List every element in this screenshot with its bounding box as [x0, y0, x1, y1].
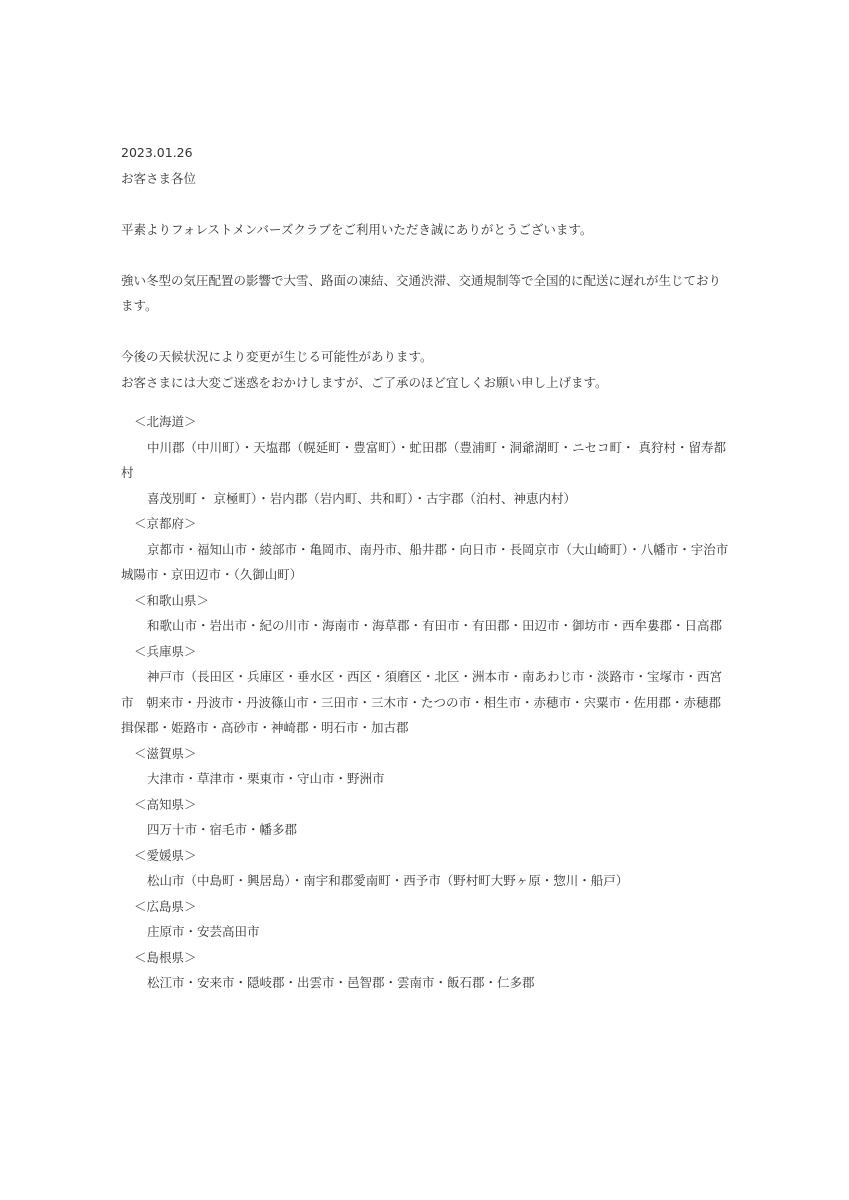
region-heading-hiroshima: ＜広島県＞	[134, 898, 197, 914]
delay-notice-text: 強い冬型の気圧配置の影響で大雪、路面の凍結、交通渋滞、交通規制等で全国的に配送に遅れが生じております。	[121, 272, 722, 313]
change-notice-text: 今後の天候状況により変更が生じる可能性があります。	[121, 349, 433, 364]
notice-date: 2023.01.26	[121, 145, 193, 160]
affected-areas-list	[121, 409, 741, 996]
region-heading-hyogo: ＜兵庫県＞	[134, 643, 197, 659]
region-heading-hokkaido: ＜北海道＞	[134, 414, 197, 429]
region-areas-hokkaido-cont: 喜茂別町・ 京極町）・岩内郡（岩内町、共和町）・古宇郡（泊村、神恵内村）	[147, 490, 576, 506]
salutation: お客さま各位	[121, 170, 197, 186]
region-areas-hiroshima: 庄原市・安芸高田市	[147, 924, 260, 939]
region-areas-shimane: 松江市・安来市・隠岐郡・出雲市・邑智郡・雲南市・飯石郡・仁多郡	[147, 975, 535, 990]
region-heading-kochi: ＜高知県＞	[134, 796, 197, 812]
region-areas-hokkaido: 中川郡（中川町）・天塩郡（幌延町・豊富町）・虻田郡（豊浦町・洞爺湖町・ニセコ町・ 真狩村・留寿都村	[121, 439, 726, 480]
region-heading-kyoto: ＜京都府＞	[134, 516, 197, 531]
apology-text: お客さまには大変ご迷惑をおかけしますが、ご了承のほど宜しくお願い申し上げます。	[121, 374, 608, 390]
greeting-text: 平素よりフォレストメンバーズクラブをご利用いただき誠にありがとうございます。	[121, 221, 593, 237]
region-heading-ehime: ＜愛媛県＞	[134, 847, 197, 863]
region-heading-wakayama: ＜和歌山県＞	[134, 592, 210, 608]
spacer	[121, 319, 731, 345]
region-areas-shiga: 大津市・草津市・栗東市・守山市・野洲市	[147, 771, 385, 786]
region-areas-ehime: 松山市（中島町・興居島）・南宇和郡愛南町・西予市（野村町大野ヶ原・惣川・船戸）	[147, 873, 629, 888]
region-areas-wakayama: 和歌山市・岩出市・紀の川市・海南市・海草郡・有田市・有田郡・田辺市・御坊市・西牟婁郡・日高郡	[147, 618, 723, 633]
spacer	[121, 395, 731, 409]
region-areas-kochi: 四万十市・宿毛市・幡多郡	[147, 822, 298, 837]
region-areas-kyoto: 京都市・福知山市・綾部市・亀岡市、南丹市、船井郡・向日市・長岡京市（大山崎町）・八幡市・宇治市 城陽市・京田辺市・（久御山町）	[121, 541, 741, 582]
spacer	[121, 242, 731, 268]
region-heading-shiga: ＜滋賀県＞	[134, 745, 197, 761]
region-heading-shimane: ＜島根県＞	[134, 949, 197, 965]
spacer	[121, 191, 731, 217]
region-areas-hyogo: 神戸市（長田区・兵庫区・垂水区・西区・須磨区・北区・洲本市・南あわじ市・淡路市・宝塚市・西宮市 朝来市・丹波市・丹波篠山市・三田市・三木市・たつの市・相生市・赤穂市・宍粟市・佐用郡・赤穂郡 揖保郡・姫路市・高砂市・神崎郡・明石市・加古郡	[121, 669, 734, 735]
notice-document	[121, 140, 741, 996]
